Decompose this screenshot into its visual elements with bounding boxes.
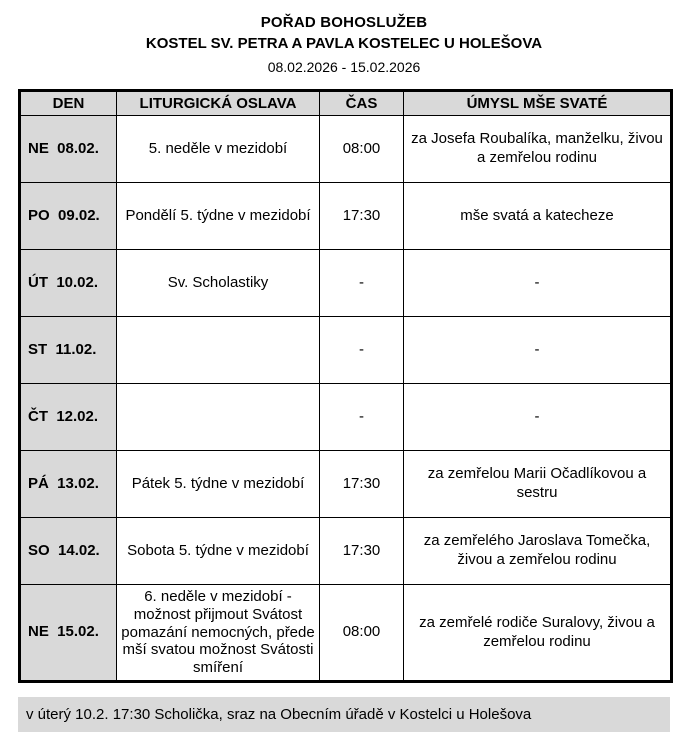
cell-celebration: Pondělí 5. týdne v mezidobí [117, 183, 320, 250]
cell-day: SO 14.02. [20, 518, 117, 585]
cell-intention: za zemřelou Marii Očadlíkovou a sestru [404, 451, 672, 518]
cell-celebration [117, 384, 320, 451]
cell-time: 08:00 [320, 116, 404, 183]
document-header [18, 10, 670, 75]
date-range: 08.02.2026 - 15.02.2026 [267, 59, 421, 75]
cell-day: PO 09.02. [20, 183, 117, 250]
table-header-row [20, 91, 672, 116]
cell-time: 17:30 [320, 451, 404, 518]
table-row [20, 317, 672, 384]
schedule-table [18, 89, 673, 683]
footer-note: v úterý 10.2. 17:30 Scholička, sraz na Obecním úřadě v Kostelci u Holešova [18, 697, 670, 732]
cell-intention: za Josefa Roubalíka, manželku, živou a zemřelou rodinu [404, 116, 672, 183]
cell-celebration: Sv. Scholastiky [117, 250, 320, 317]
cell-intention: - [404, 384, 672, 451]
cell-celebration [117, 317, 320, 384]
cell-intention: - [404, 317, 672, 384]
column-header-day: DEN [20, 91, 117, 116]
table-row [20, 183, 672, 250]
cell-time: - [320, 317, 404, 384]
cell-day: NE 15.02. [20, 585, 117, 682]
column-header-celebration: LITURGICKÁ OSLAVA [117, 91, 320, 116]
table-row [20, 250, 672, 317]
cell-celebration: Sobota 5. týdne v mezidobí [117, 518, 320, 585]
column-header-time: ČAS [320, 91, 404, 116]
column-header-intention: ÚMYSL MŠE SVATÉ [404, 91, 672, 116]
cell-intention: za zemřelé rodiče Suralovy, živou a zemřelou rodinu [404, 585, 672, 682]
page-title: POŘAD BOHOSLUŽEB [260, 14, 428, 31]
cell-intention: mše svatá a katecheze [404, 183, 672, 250]
table-row [20, 116, 672, 183]
cell-time: 08:00 [320, 585, 404, 682]
cell-time: - [320, 384, 404, 451]
cell-celebration: 5. neděle v mezidobí [117, 116, 320, 183]
table-row [20, 585, 672, 682]
cell-celebration: 6. neděle v mezidobí - možnost přijmout Svátost pomazání nemocných, přede mší svatou možnost Svátosti smíření [117, 585, 320, 682]
page-subtitle: KOSTEL SV. PETRA A PAVLA KOSTELEC U HOLEŠOVA [145, 35, 543, 52]
cell-celebration: Pátek 5. týdne v mezidobí [117, 451, 320, 518]
table-row [20, 384, 672, 451]
cell-day: ČT 12.02. [20, 384, 117, 451]
cell-time: 17:30 [320, 183, 404, 250]
cell-intention: - [404, 250, 672, 317]
cell-day: PÁ 13.02. [20, 451, 117, 518]
cell-time: 17:30 [320, 518, 404, 585]
cell-time: - [320, 250, 404, 317]
cell-day: ÚT 10.02. [20, 250, 117, 317]
cell-day: NE 08.02. [20, 116, 117, 183]
cell-day: ST 11.02. [20, 317, 117, 384]
table-row [20, 451, 672, 518]
cell-intention: za zemřelého Jaroslava Tomečka, živou a zemřelou rodinu [404, 518, 672, 585]
table-row [20, 518, 672, 585]
